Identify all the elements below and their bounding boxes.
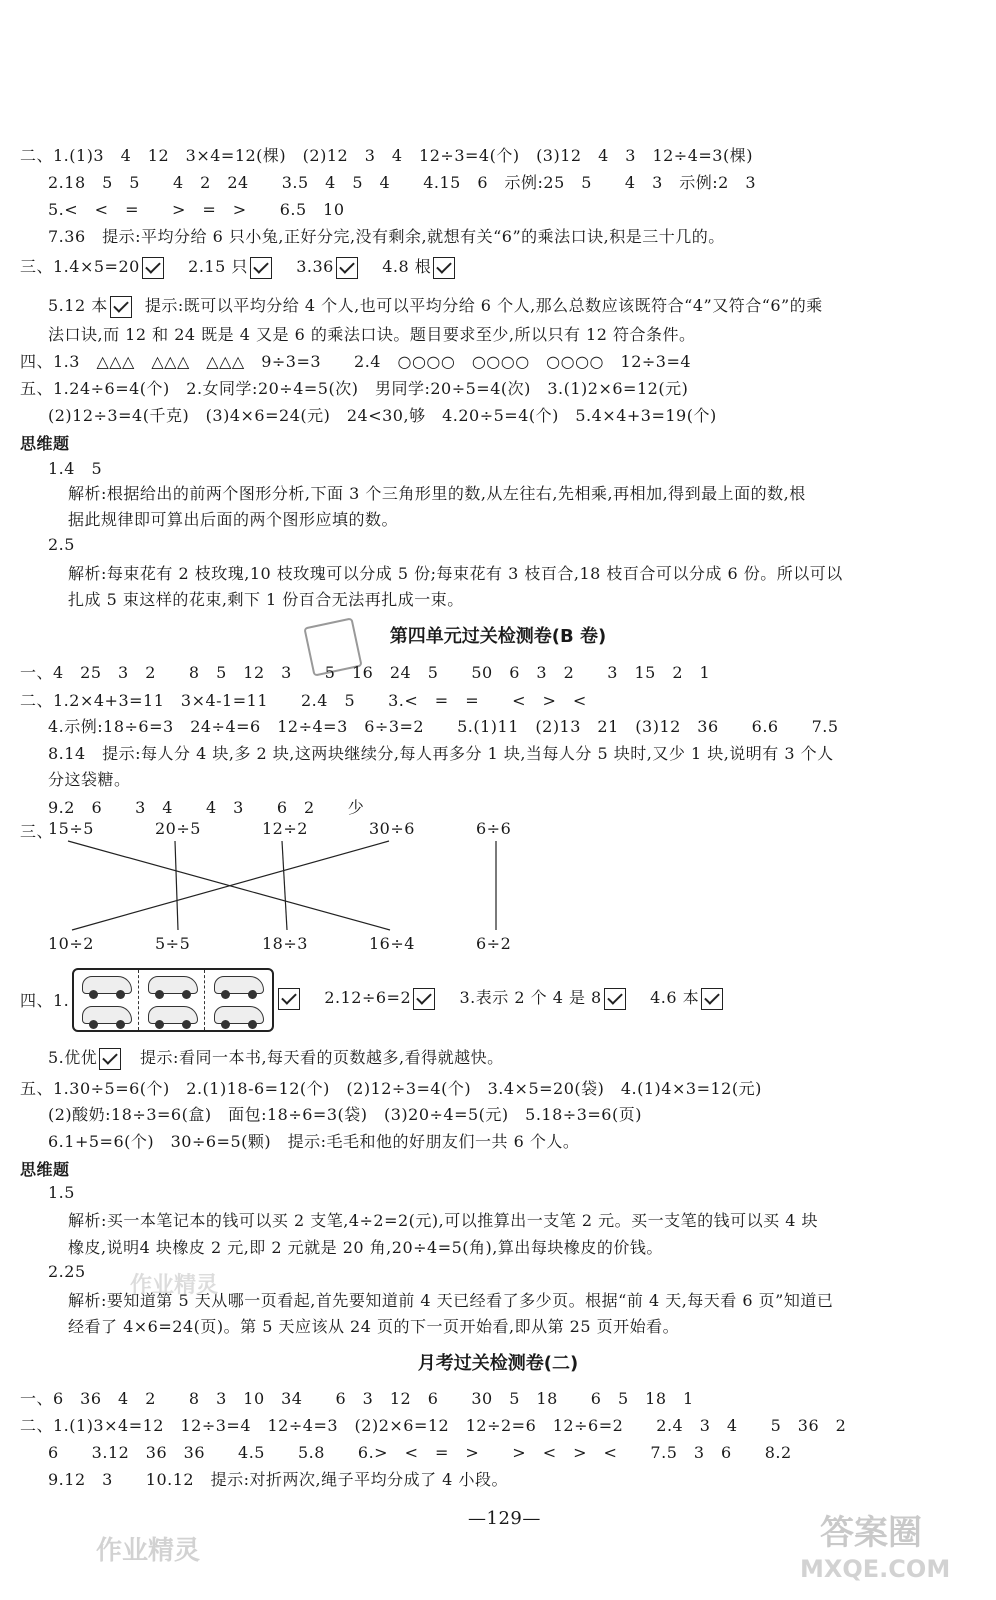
- answer-text: 5.12 本: [48, 296, 108, 315]
- answer-line: 1.5: [48, 1183, 75, 1202]
- match-line: [282, 841, 287, 930]
- explanation-line: 扎成 5 束这样的花束,剩下 1 份百合无法再扎成一束。: [68, 590, 464, 609]
- answer-line: 法口诀,而 12 和 24 既是 4 又是 6 的乘法口诀。题目要求至少,所以只有 12 符合条件。: [48, 325, 696, 344]
- answer-text: 四、1.: [20, 991, 70, 1010]
- answer-text: 5.优优: [48, 1048, 98, 1067]
- watermark-text: 作业精灵: [96, 1536, 201, 1566]
- answer-line: 2.25: [48, 1262, 86, 1281]
- answer-line: 9.12 3 10.12 提示:对折两次,绳子平均分成了 4 小段。: [48, 1470, 508, 1489]
- unit-heading: 第四单元过关检测卷(B 卷): [389, 626, 607, 647]
- car-icon: [148, 1006, 198, 1024]
- hint-text: 提示:既可以平均分给 4 个人,也可以平均分给 6 个人,那么总数应该既符合“4”又符合“6”的乘: [144, 296, 823, 315]
- car-icon: [214, 1006, 264, 1024]
- answer-text: 3.36: [296, 257, 334, 276]
- page-number: —129—: [468, 1508, 541, 1529]
- answer-line: 4.示例:18÷6=3 24÷4=6 12÷4=3 6÷3=2 5.(1)11 (2)13 21 (3)12 36 6.6 7.5: [48, 717, 839, 736]
- top-expr: 30÷6: [369, 819, 415, 838]
- answer-line: 二、1.(1)3 4 12 3×4=12(棵) (2)12 3 4 12÷3=4(个) (3)12 4 3 12÷4=3(棵): [20, 146, 753, 165]
- answer-line: 7.36 提示:平均分给 6 只小兔,正好分完,没有剩余,就想有关“6”的乘法口诀,积是三十几的。: [48, 227, 725, 246]
- answer-line: (2)12÷3=4(千克) (3)4×6=24(元) 24<30,够 4.20÷5=4(个) 5.4×4+3=19(个): [48, 406, 717, 425]
- checkbox-checked-icon: [413, 988, 435, 1010]
- answer-text: 4.6 本: [650, 988, 700, 1007]
- answer-line: 1.4 5: [48, 459, 103, 478]
- answer-line: 2.5: [48, 535, 75, 554]
- car-icon: [148, 976, 198, 994]
- unit-heading: 月考过关检测卷(二): [417, 1353, 579, 1374]
- answer-line: 2.18 5 5 4 2 24 3.5 4 5 4 4.15 6 示例:25 5 4 3 示例:2 3: [48, 173, 757, 192]
- answer-line: 分这袋糖。: [48, 770, 131, 789]
- answer-line: 四、1.3 △△△ △△△ △△△ 9÷3=3 2.4 ○○○○ ○○○○ ○○○○ 12÷3=4: [20, 352, 692, 371]
- answer-line: 9.2 6 3 4 4 3 6 2 少: [48, 798, 365, 817]
- explanation-line: 解析:买一本笔记本的钱可以买 2 支笔,4÷2=2(元),可以推算出一支笔 2 元。买一支笔的钱可以买 4 块: [68, 1211, 818, 1230]
- answer-line: 五、1.24÷6=4(个) 2.女同学:20÷4=5(次) 男同学:20÷5=4(次) 3.(1)2×6=12(元): [20, 379, 689, 398]
- answer-line: [48, 1045, 504, 1070]
- section-label: 三、: [20, 822, 54, 841]
- answer-line: 二、1.(1)3×4=12 12÷3=4 12÷4=3 (2)2×6=12 12÷2=6 12÷6=2 2.4 3 4 5 36 2: [20, 1416, 847, 1435]
- answer-line: 5.< < = > = > 6.5 10: [48, 200, 345, 219]
- bottom-expr: 18÷3: [262, 934, 308, 953]
- match-line: [175, 841, 178, 930]
- watermark-url: MXQE.COM: [800, 1555, 951, 1583]
- answer-text: 4.8 根: [382, 257, 432, 276]
- answer-line: 8.14 提示:每人分 4 块,多 2 块,这两块继续分,每人再多分 1 块,当每人分 5 块时,又少 1 块,说明有 3 个人: [48, 744, 834, 763]
- answer-text: 2.15 只: [188, 257, 248, 276]
- answer-line: 二、1.2×4+3=11 3×4-1=11 2.4 5 3.< = = < > <: [20, 691, 587, 710]
- car-grid-image: [72, 968, 274, 1032]
- explanation-line: 据此规律即可算出后面的两个图形应填的数。: [68, 510, 399, 529]
- hint-text: 提示:看同一本书,每天看的页数越多,看得就越快。: [140, 1048, 504, 1067]
- section-heading: 思维题: [20, 434, 70, 453]
- explanation-line: 经看了 4×6=24(页)。第 5 天应该从 24 页的下一页开始看,即从第 25 页开始看。: [68, 1317, 680, 1336]
- checkbox-checked-icon: [701, 988, 723, 1010]
- explanation-line: 橡皮,说明4 块橡皮 2 元,即 2 元就是 20 角,20÷4=5(角),算出每块橡皮的价钱。: [68, 1238, 663, 1257]
- section-heading: 思维题: [20, 1160, 70, 1179]
- bottom-expr: 16÷4: [369, 934, 415, 953]
- answer-line: 五、1.30÷5=6(个) 2.(1)18-6=12(个) (2)12÷3=4(个) 3.4×5=20(袋) 4.(1)4×3=12(元): [20, 1079, 762, 1098]
- answer-line: [276, 985, 725, 1010]
- explanation-line: 解析:要知道第 5 天从哪一页看起,首先要知道前 4 天已经看了多少页。根据“前 4 天,每天看 6 页”知道已: [68, 1291, 834, 1310]
- top-expr: 15÷5: [48, 819, 94, 838]
- checkbox-checked-icon: [604, 988, 626, 1010]
- answer-line: 6.1+5=6(个) 30÷6=5(颗) 提示:毛毛和他的好朋友们一共 6 个人。: [48, 1132, 580, 1151]
- bottom-expr: 10÷2: [48, 934, 94, 953]
- watermark-logo: 答案圈: [820, 1513, 922, 1553]
- top-expr: 20÷5: [155, 819, 201, 838]
- bottom-expr: 6÷2: [476, 934, 512, 953]
- checkbox-checked-icon: [99, 1048, 121, 1070]
- car-icon: [214, 976, 264, 994]
- answer-line: 一、4 25 3 2 8 5 12 3 5 16 24 5 50 6 3 2 3 15 2 1: [20, 663, 711, 682]
- top-expr: 12÷2: [262, 819, 308, 838]
- answer-text: 3.表示 2 个 4 是 8: [459, 988, 602, 1007]
- watermark-text: 作业精灵: [130, 1273, 219, 1298]
- answer-line: 6 3.12 36 36 4.5 5.8 6.> < = > > < > < 7.5 3 6 8.2: [48, 1443, 792, 1462]
- top-expr: 6÷6: [476, 819, 512, 838]
- explanation-line: 解析:根据给出的前两个图形分析,下面 3 个三角形里的数,从左往右,先相乘,再相加,得到最上面的数,根: [68, 484, 806, 503]
- answer-text: 2.12÷6=2: [324, 988, 412, 1007]
- explanation-line: 解析:每束花有 2 枝玫瑰,10 枝玫瑰可以分成 5 份;每束花有 3 枝百合,18 枝百合可以分成 6 份。所以可以: [68, 564, 843, 583]
- answer-line: 一、6 36 4 2 8 3 10 34 6 3 12 6 30 5 18 6 5 18 1: [20, 1389, 694, 1408]
- answer-line: (2)酸奶:18÷3=6(盒) 面包:18÷6=3(袋) (3)20÷4=5(元) 5.18÷3=6(页): [48, 1105, 642, 1124]
- checkbox-checked-icon: [278, 988, 300, 1010]
- bottom-expr: 5÷5: [155, 934, 191, 953]
- car-icon: [82, 976, 132, 994]
- answer-text: 三、1.4×5=20: [20, 257, 140, 276]
- car-icon: [82, 1006, 132, 1024]
